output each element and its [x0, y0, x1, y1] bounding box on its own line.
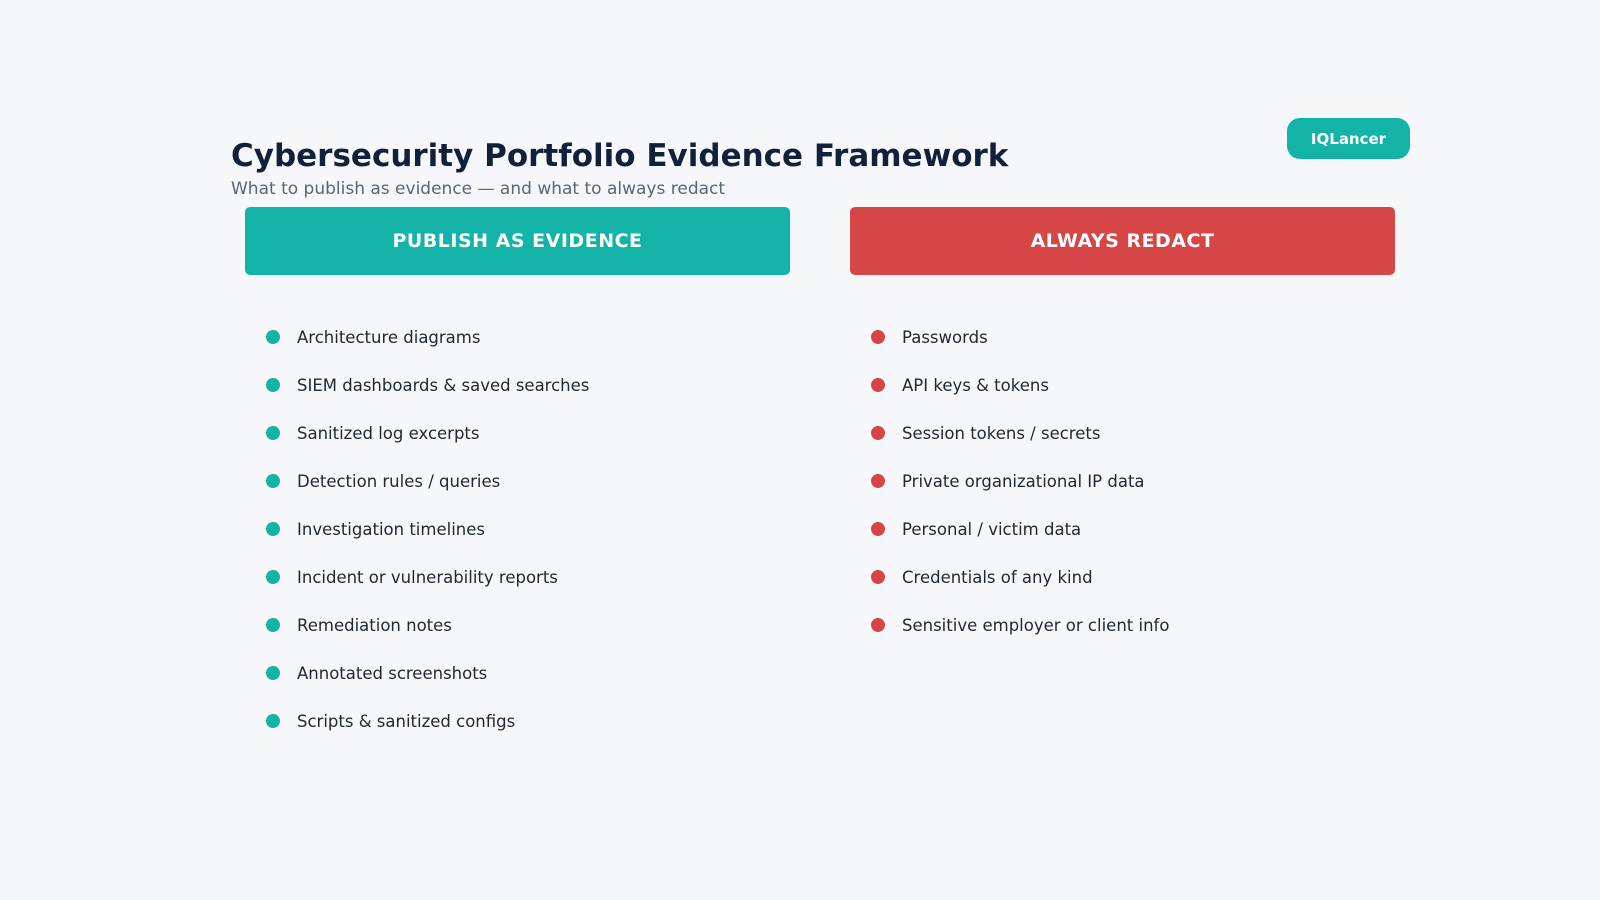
list-item-label: Credentials of any kind — [902, 567, 1093, 587]
list-item-label: Personal / victim data — [902, 519, 1082, 539]
bullet-dot-icon — [266, 474, 280, 488]
bullet-dot-icon — [871, 474, 885, 488]
bullet-dot-icon — [871, 378, 885, 392]
list-item-label: Scripts & sanitized configs — [297, 711, 516, 731]
list-item — [266, 601, 589, 649]
list-item — [871, 457, 1169, 505]
page-subtitle: What to publish as evidence — and what to always redact — [231, 179, 726, 199]
list-item-label: SIEM dashboards & saved searches — [297, 375, 590, 395]
list-item — [266, 361, 589, 409]
list-item — [871, 505, 1169, 553]
list-item — [266, 457, 589, 505]
list-item-label: Investigation timelines — [297, 519, 485, 539]
brand-badge: IQLancer — [1287, 118, 1410, 159]
list-item — [871, 553, 1169, 601]
redact-list — [871, 313, 1169, 649]
bullet-dot-icon — [266, 330, 280, 344]
list-item — [266, 505, 589, 553]
list-item-label: Incident or vulnerability reports — [297, 567, 558, 587]
list-item-label: Annotated screenshots — [297, 663, 488, 683]
bullet-dot-icon — [266, 714, 280, 728]
bullet-dot-icon — [871, 330, 885, 344]
list-item — [266, 409, 589, 457]
bullet-dot-icon — [871, 426, 885, 440]
bullet-dot-icon — [871, 570, 885, 584]
list-item — [871, 409, 1169, 457]
list-item — [871, 601, 1169, 649]
list-item — [266, 697, 589, 745]
list-item-label: Sensitive employer or client info — [902, 615, 1170, 635]
bullet-dot-icon — [266, 618, 280, 632]
bullet-dot-icon — [266, 570, 280, 584]
bullet-dot-icon — [266, 426, 280, 440]
list-item-label: Detection rules / queries — [297, 471, 501, 491]
list-item — [871, 361, 1169, 409]
publish-column-header: PUBLISH AS EVIDENCE — [245, 207, 790, 275]
bullet-dot-icon — [871, 618, 885, 632]
list-item — [871, 313, 1169, 361]
list-item-label: Private organizational IP data — [902, 471, 1145, 491]
list-item-label: Sanitized log excerpts — [297, 423, 480, 443]
list-item-label: Session tokens / secrets — [902, 423, 1101, 443]
list-item-label: Architecture diagrams — [297, 327, 481, 347]
list-item-label: Remediation notes — [297, 615, 452, 635]
list-item-label: Passwords — [902, 327, 988, 347]
list-item — [266, 313, 589, 361]
bullet-dot-icon — [266, 666, 280, 680]
bullet-dot-icon — [266, 522, 280, 536]
redact-column-header: ALWAYS REDACT — [850, 207, 1395, 275]
publish-list — [266, 313, 589, 745]
list-item — [266, 649, 589, 697]
bullet-dot-icon — [266, 378, 280, 392]
page-title: Cybersecurity Portfolio Evidence Framework — [231, 138, 1009, 174]
bullet-dot-icon — [871, 522, 885, 536]
list-item-label: API keys & tokens — [902, 375, 1049, 395]
list-item — [266, 553, 589, 601]
